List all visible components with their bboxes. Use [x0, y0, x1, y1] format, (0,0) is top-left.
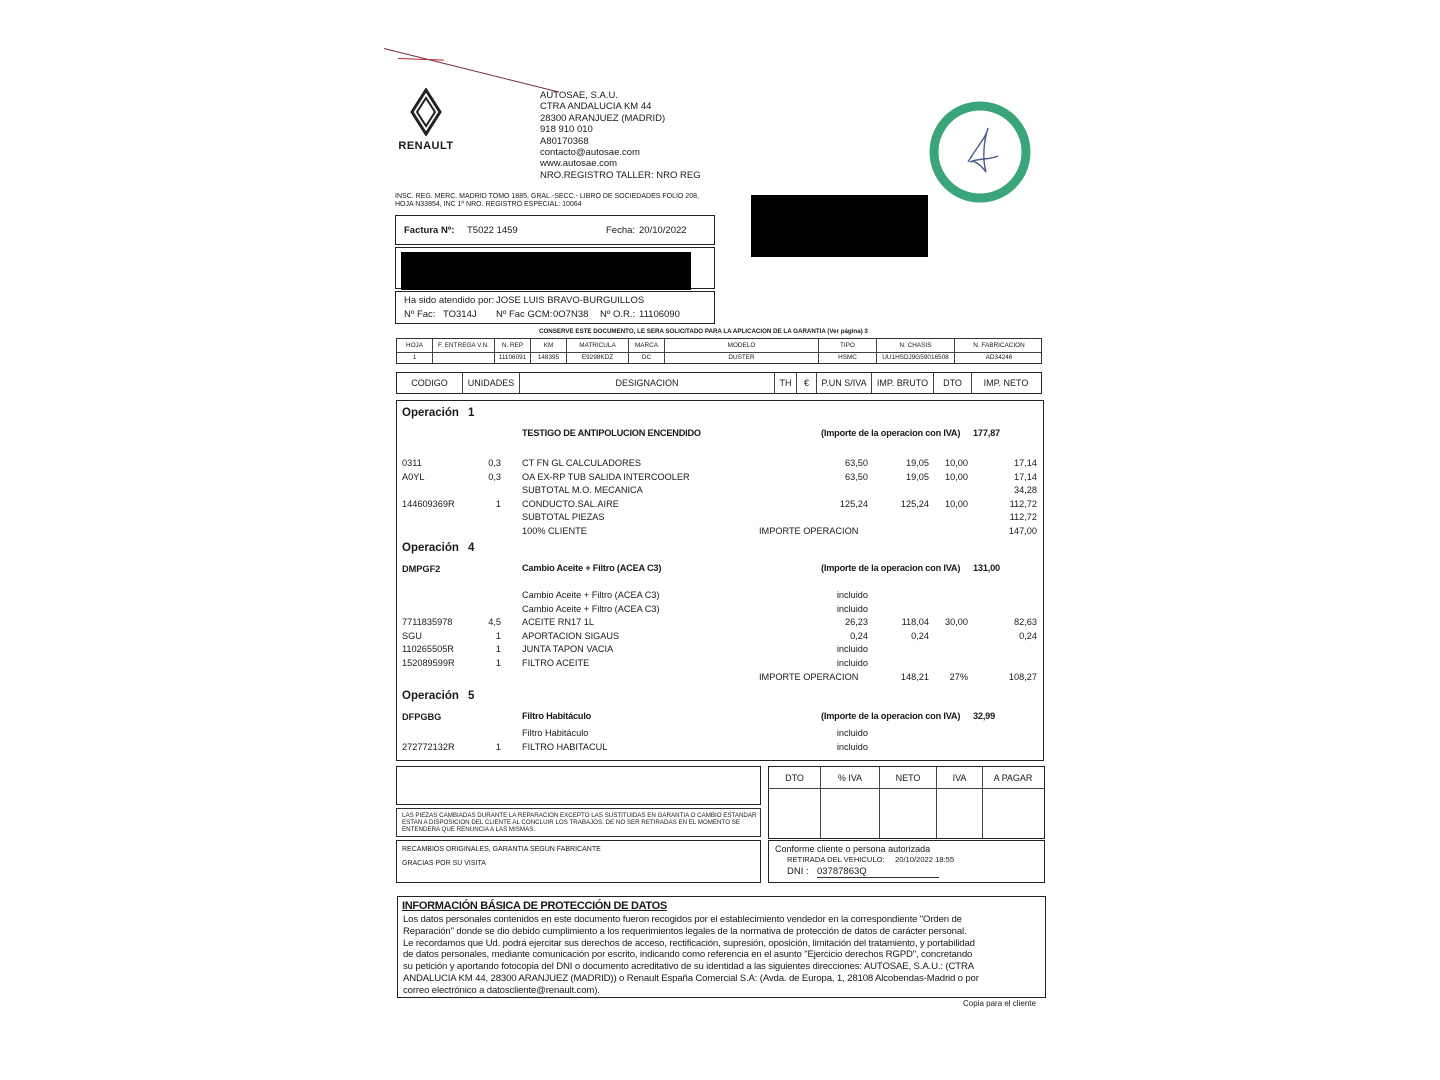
col-pun: P.UN S/IVA [817, 373, 872, 393]
operation-import-label: (Importe de la operacion con IVA) [821, 711, 961, 721]
gcm-value: 0O7N38 [553, 309, 589, 320]
totals-col-iva-pct [821, 767, 880, 838]
line-code: 272772132R [402, 741, 455, 752]
line-description: OA EX-RP TUB SALIDA INTERCOOLER [522, 471, 690, 482]
col-euro: € [797, 373, 817, 393]
retirada-value: 20/10/2022 18:55 [895, 855, 955, 864]
warranty-note: CONSERVE ESTE DOCUMENTO, LE SERA SOLICITADO PARA LA APLICACION DE LA GARANTIA (Ver página) 3 [539, 328, 868, 335]
privacy-box [397, 896, 1046, 998]
line-bruto: 0,24 [911, 630, 929, 641]
vehicle-value-km: 148395 [537, 354, 560, 361]
line-description: ACEITE RN17 1L [522, 617, 594, 628]
company-address [540, 90, 760, 181]
vehicle-header-n-chasis: N. CHASIS [899, 342, 932, 349]
privacy-line: Le recordamos que Ud. podrá ejercitar sus derechos de acceso, rectificación, supresión, oposición, limitación del tratamiento, y portabilidad [403, 937, 975, 949]
operation-title: TESTIGO DE ANTIPOLUCION ENCENDIDO [522, 428, 701, 438]
totals-col-neto [880, 767, 937, 838]
redacted-block [751, 195, 928, 257]
vehicle-col-hoja [397, 339, 433, 363]
vehicle-header-km: KM [543, 342, 554, 349]
privacy-text [403, 914, 1043, 997]
privacy-line: ANDALUCIA KM 44, 28300 ARANJUEZ (MADRID)) o Renault España Comercial S.A: (Avda. de Europa, 1, 28108 Alcobendas-Madrid o por [403, 972, 979, 984]
line-description: JUNTA TAPON VACIA [522, 644, 614, 655]
operation-label: Operación [402, 542, 459, 554]
attended-label: Ha sido atendido por: [404, 295, 495, 306]
registry-line-2: HOJA N33854, INC 1º NRO. REGISTRO ESPECIAL: 10064 [395, 201, 582, 209]
company-registry-number: NRO.REGISTRO TALLER: NRO REG [540, 169, 701, 181]
vehicle-value-modelo: DUSTER [728, 354, 755, 361]
vehicle-header-matricula: MATRICULA [579, 342, 616, 349]
vehicle-value-n-fabricacion: AD34246 [985, 354, 1013, 361]
totals-col-dto [769, 767, 821, 838]
vehicle-col-km [531, 339, 567, 363]
line-code: 0311 [402, 458, 422, 468]
nfac-value: TO314J [443, 309, 477, 320]
operation-import-label: (Importe de la operacion con IVA) [821, 563, 961, 573]
col-bruto: IMP. BRUTO [872, 373, 934, 393]
invoice-number: T5022 1459 [467, 225, 518, 236]
line-units: 0,3 [488, 471, 501, 482]
operation-import-value: 131,00 [973, 563, 1000, 573]
company-street: CTRA ANDALUCIA KM 44 [540, 101, 652, 113]
gcm-label: Nº Fac GCM: [496, 309, 553, 320]
line-pun: 125,24 [839, 498, 868, 509]
line-bruto: 125,24 [900, 498, 929, 509]
registry-info [395, 193, 755, 210]
line-bruto: 19,05 [906, 471, 929, 482]
blank-box [396, 766, 761, 805]
line-units: 1 [495, 498, 501, 509]
client-box [768, 840, 1045, 883]
line-description: SUBTOTAL M.O. MECANICA [522, 485, 643, 496]
line-bruto: 19,05 [906, 458, 929, 468]
vehicle-header-tipo: TIPO [840, 342, 855, 349]
line-pun: incluido [836, 644, 868, 655]
copy-label: Copia para el cliente [963, 999, 1036, 1008]
vehicle-header-f-entrega: F. ENTREGA V.N. [438, 342, 489, 349]
line-units: 1 [495, 658, 501, 668]
totals-col-a-pagar [983, 767, 1043, 838]
vehicle-header-hoja: HOJA [405, 342, 424, 349]
col-th: TH [775, 373, 797, 393]
pen-stroke-2 [398, 58, 444, 61]
line-mid-label: IMPORTE OPERACION [759, 671, 859, 682]
vehicle-header-n-fabricacion: N. FABRICACION [973, 342, 1025, 349]
vehicle-header-n-rep: N. REP [501, 342, 524, 349]
operation-number: 4 [468, 542, 475, 554]
or-label: Nº O.R.: [600, 309, 636, 320]
line-neto: 82,63 [1014, 617, 1037, 628]
originals-note: RECAMBIOS ORIGINALES, GARANTIA SEGUN FABRICANTE [402, 846, 601, 853]
line-dto: 30,00 [945, 617, 968, 628]
operation-code: DFPGBG [402, 712, 442, 722]
line-pun: incluido [836, 658, 868, 668]
vehicle-col-f-entrega [433, 339, 495, 363]
company-cif: A80170368 [540, 135, 589, 147]
vehicle-value-matricula: E9298KDZ [581, 354, 614, 361]
totals-header-neto: NETO [895, 773, 921, 783]
renault-logo [394, 88, 458, 150]
thanks-note: GRACIAS POR SU VISITA [402, 860, 486, 867]
line-description: SUBTOTAL PIEZAS [522, 512, 605, 523]
vehicle-col-n-rep [495, 339, 531, 363]
line-code: SGU [402, 630, 422, 641]
line-neto: 112,72 [1009, 498, 1037, 509]
privacy-line: su petición y aportando fotocopia del DNI o documento acreditativo de su identidad a las siguientes direcciones: AUTOSAE, S.A.U.: (CTRA [403, 961, 974, 973]
invoice-date: 20/10/2022 [639, 225, 687, 236]
vehicle-col-modelo [665, 339, 819, 363]
notes-box [396, 840, 761, 883]
retirada-label: RETIRADA DEL VEHICULO: [787, 855, 885, 864]
operation-import-value: 177,87 [973, 428, 1000, 438]
registry-line-1: INSC. REG. MERC. MADRID TOMO 1885, GRAL.-SECC.- LIBRO DE SOCIEDADES FOLIO 208, [395, 193, 699, 200]
items-header [396, 372, 1042, 394]
line-bruto: 148,21 [900, 671, 929, 682]
line-code: 144609369R [402, 498, 455, 509]
line-dto: 10,00 [945, 458, 968, 468]
operation-import-value: 32,99 [973, 711, 995, 721]
line-pun: 26,23 [845, 617, 868, 628]
line-pun: incluido [836, 741, 868, 752]
totals-col-iva [937, 767, 983, 838]
customer-box [395, 247, 715, 289]
line-code: A0YL [402, 471, 425, 482]
line-neto: 17,14 [1014, 458, 1037, 468]
line-units: 1 [495, 630, 501, 641]
line-units: 1 [495, 644, 501, 655]
vehicle-header-marca: MARCA [634, 342, 659, 349]
vehicle-header-modelo: MODELO [727, 342, 756, 349]
line-code: 110265505R [402, 644, 454, 655]
line-bruto: 118,04 [901, 617, 929, 628]
line-description: CT FN GL CALCULADORES [522, 458, 641, 468]
operation-code: DMPGF2 [402, 564, 441, 574]
totals-header-a-pagar: A PAGAR [993, 773, 1033, 783]
vehicle-col-marca [629, 339, 665, 363]
col-designacion: DESIGNACION [520, 373, 775, 393]
invoice-date-label: Fecha: [606, 225, 636, 236]
line-pun: incluido [836, 603, 868, 614]
col-dto: DTO [934, 373, 972, 393]
company-name: AUTOSAE, S.A.U. [540, 90, 618, 101]
line-neto: 112,72 [1009, 512, 1037, 523]
dni-value: 03787863Q [817, 866, 939, 878]
vehicle-value-hoja: 1 [412, 354, 417, 361]
line-pun: incluido [836, 728, 868, 738]
line-description: FILTRO ACEITE [522, 658, 590, 668]
operation-title: Cambio Aceite + Filtro (ACEA C3) [522, 563, 662, 573]
privacy-line: de datos personales, mediante comunicación por escrito, indicando como referencia en el asunto "Ejercicio derechos RGPD", concretando [403, 949, 973, 961]
vehicle-col-n-fabricacion [955, 339, 1043, 363]
company-web: www.autosae.com [540, 158, 618, 170]
totals-table [768, 766, 1045, 839]
renault-wordmark: RENAULT [398, 140, 454, 152]
line-units: 4,5 [488, 617, 501, 628]
vehicle-value-f-entrega [433, 352, 494, 364]
parts-notice: LAS PIEZAS CAMBIADAS DURANTE LA REPARACION EXCEPTO LAS SUSTITUIDAS EN GARANTIA O CAMBIO ESTANDAR ESTAN A DISPOSICION DEL CLIENTE AL CONCLUIR LOS TRABAJOS. DE NO SER RETIRADAS EN EL MOMENTO SE ENTENDERA QUE RENUNCIA A LAS MISMAS. [402, 812, 757, 833]
renault-diamond-icon [394, 88, 458, 136]
line-mid-label: IMPORTE OPERACION [759, 526, 859, 536]
pen-stroke [384, 48, 559, 93]
attended-name: JOSE LUIS BRAVO-BURGUILLOS [496, 295, 645, 306]
line-neto: 147,00 [1008, 526, 1037, 536]
vehicle-col-tipo [819, 339, 877, 363]
col-unidades: UNIDADES [463, 373, 520, 393]
line-neto: 17,14 [1014, 471, 1037, 482]
vehicle-value-n-rep: 11106091 [498, 354, 527, 361]
totals-header-iva-pct: % IVA [837, 773, 863, 783]
company-phone: 918 910 010 [540, 124, 593, 136]
operation-label: Operación [402, 690, 459, 702]
totals-header-iva: IVA [952, 773, 967, 783]
line-code: 152089599R [402, 658, 455, 668]
or-value: 11106090 [639, 309, 680, 320]
line-pun: incluido [836, 590, 868, 600]
line-description: APORTACION SIGAUS [522, 630, 620, 641]
dni-label: DNI : [787, 866, 809, 877]
company-email: contacto@autosae.com [540, 147, 640, 159]
vehicle-col-matricula [567, 339, 629, 363]
parts-notice-box [396, 808, 761, 837]
line-pun: 63,50 [845, 458, 868, 468]
privacy-line: correo electrónico a datoscliente@renault.com). [403, 984, 600, 996]
invoice-number-box [395, 215, 715, 245]
line-code: 7711835978 [402, 617, 453, 628]
line-units: 0,3 [488, 458, 501, 468]
vehicle-value-marca: DC [641, 354, 652, 361]
line-description: 100% CLIENTE [522, 526, 587, 536]
line-units: 1 [495, 741, 501, 752]
operation-label: Operación [402, 407, 459, 419]
operation-title: Filtro Habitáculo [522, 711, 592, 721]
vehicle-value-n-chasis: UU1HSDJ9G59016508 [882, 354, 949, 361]
col-neto: IMP. NETO [983, 378, 1029, 388]
signature-stamp [928, 100, 1032, 204]
vehicle-table [396, 338, 1042, 364]
operation-number: 5 [468, 690, 475, 702]
line-description: CONDUCTO.SAL.AIRE [522, 498, 619, 509]
privacy-line: Reparación" donde se dio debido cumplimiento a los requerimientos legales de la normativa de protección de datos de carácter personal. [403, 925, 967, 937]
redacted-customer [401, 252, 691, 290]
line-dto: 27% [949, 671, 968, 682]
items-body [396, 400, 1044, 761]
line-neto: 0,24 [1019, 630, 1037, 641]
invoice-number-label: Factura Nº: [404, 225, 455, 236]
line-neto: 108,27 [1008, 671, 1037, 682]
line-description: Cambio Aceite + Filtro (ACEA C3) [522, 603, 660, 614]
vehicle-col-n-chasis [877, 339, 955, 363]
attended-box [395, 291, 715, 324]
line-description: FILTRO HABITACUL [522, 741, 608, 752]
line-description: Filtro Habitáculo [522, 728, 589, 738]
line-pun: 0,24 [850, 630, 868, 641]
line-neto: 34,28 [1014, 485, 1037, 496]
totals-header-dto: DTO [785, 773, 804, 783]
company-city: 28300 ARANJUEZ (MADRID) [540, 112, 666, 124]
vehicle-value-tipo: HSMC [838, 354, 857, 361]
privacy-title: INFORMACIÓN BÁSICA DE PROTECCIÓN DE DATOS [402, 900, 667, 912]
col-codigo: CODIGO [397, 373, 463, 393]
line-description: Cambio Aceite + Filtro (ACEA C3) [522, 590, 660, 600]
nfac-label: Nº Fac: [404, 309, 436, 320]
operation-number: 1 [468, 407, 475, 419]
privacy-line: Los datos personales contenidos en este documento fueron recogidos por el establecimiento vendedor en la correspondiente "Orden de [403, 914, 962, 925]
conforme-label: Conforme cliente o persona autorizada [775, 844, 931, 854]
operation-import-label: (Importe de la operacion con IVA) [821, 428, 961, 438]
line-dto: 10,00 [945, 471, 968, 482]
line-dto: 10,00 [945, 498, 968, 509]
line-pun: 63,50 [845, 471, 868, 482]
